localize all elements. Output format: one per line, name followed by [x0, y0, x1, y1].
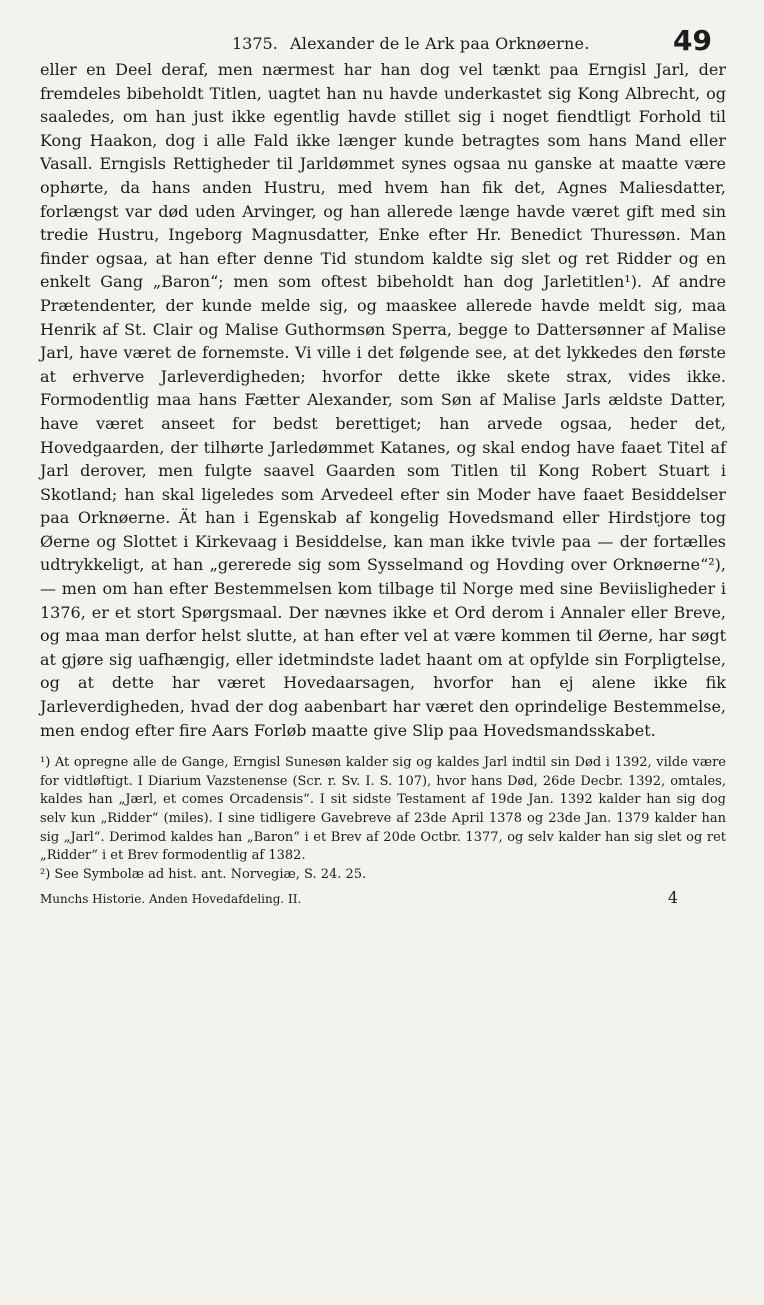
page-number: 49: [673, 24, 712, 57]
footnote-1: ¹) At opregne alle de Gange, Erngisl Sunesøn kalder sig og kaldes Jarl indtil sin Død i 1392, vilde være for vidtløftigt. I Diarium Vazstenense (Scr. r. Sv. I. S. 107), hvor hans Død, 26de Decbr. 1392, omtales, kaldes han „Jærl, et comes Orcadensis“. I sit sidste Testament af 19de Jan. 1392 kalder han sig dog selv kun „Ridder“ (miles). I sine tidligere Gavebreve af 23de April 1378 og 23de Jan. 1379 kalder han sig „Jarl“. Derimod kaldes han „Baron“ i et Brev af 20de Octbr. 1377, og selv kalder han sig slet og ret „Ridder“ i et Brev formodentlig af 1382.: [40, 755, 726, 864]
main-text: [40, 58, 726, 742]
page-header: [40, 18, 726, 58]
footnotes: [40, 754, 726, 884]
body-paragraph: eller en Deel deraf, men nærmest har han dog vel tænkt paa Erngisl Jarl, der fremdeles bibeholdt Titlen, uagtet han nu havde underkastet sig Kong Albrecht, og saaledes, om han just ikke egentlig havde stillet sig i noget fiendtligt Forhold til Kong Haakon, dog i alle Fald ikke længer kunde betragtes som hans Mand eller Vasall. Erngisls Rettigheder til Jarldømmet synes ogsaa nu ganske at maatte være ophørte, da hans anden Hustru, med hvem han fik det, Agnes Maliesdatter, forlængst var død uden Arvinger, og han allerede længe havde været gift med sin tredie Hustru, Ingeborg Magnusdatter, Enke efter Hr. Benedict Thuressøn. Man finder ogsaa, at han efter denne Tid stundom kaldte sig slet og ret Ridder og en enkelt Gang „Baron“; men som oftest bibeholdt han dog Jarletitlen¹). Af andre Prætendenter, der kunde melde sig, og maaskee allerede havde meldt sig, maa Henrik af St. Clair og Malise Guthormsøn Sperra, begge to Dattersønner af Malise Jarl, have været de fornemste. Vi ville i det følgende see, at det lykkedes den første at erhverve Jarleverdigheden; hvorfor dette ikke skete strax, vides ikke. Formodentlig maa hans Fætter Alexander, som Søn af Malise Jarls ældste Datter, have været anseet for bedst berettiget; han arvede ogsaa, heder det, Hovedgaarden, der tilhørte Jarledømmet Katanes, og skal endog have faaet Titel af Jarl derover, men fulgte saavel Gaarden som Titlen til Kong Robert Stuart i Skotland; han skal ligeledes som Arvedeel efter sin Moder have faaet Besiddelser paa Orknøerne. Ät han i Egenskab af kongelig Hovedsmand eller Hirdstjore tog Øerne og Slottet i Kirkevaag i Besiddelse, kan man ikke tvivle paa — der fortælles udtrykkeligt, at han „gererede sig som Sysselmand og Hovding over Orknøerne“²), — men om han efter Bestemmelsen kom tilbage til Norge med sine Beviisligheder i 1376, er et stort Spørgsmaal. Der nævnes ikke et Ord derom i Annaler eller Breve, og maa man derfor helst slutte, at han efter vel at være kommen til Øerne, har søgt at gjøre sig uafhængig, eller idetmindste ladet haant om at opfylde sin Forpligtelse, og at dette har været Hovedaarsagen, hvorfor han ej alene ikke fik Jarleverdigheden, hvad der dog aabenbart har været den oprindelige Bestemmelse, men endog efter fire Aars Forløb maatte give Slip paa Hovedsmandsskabet.: [40, 60, 726, 740]
running-title: Alexander de le Ark paa Orknøerne.: [290, 34, 590, 53]
signature-text: Munchs Historie. Anden Hovedafdeling. II.: [40, 892, 302, 907]
page-footer: [40, 888, 726, 910]
header-year: 1375.: [232, 34, 278, 53]
signature-number: 4: [667, 888, 678, 908]
footnote-2: ²) See Symbolæ ad hist. ant. Norvegiæ, S. 24. 25.: [40, 866, 367, 882]
